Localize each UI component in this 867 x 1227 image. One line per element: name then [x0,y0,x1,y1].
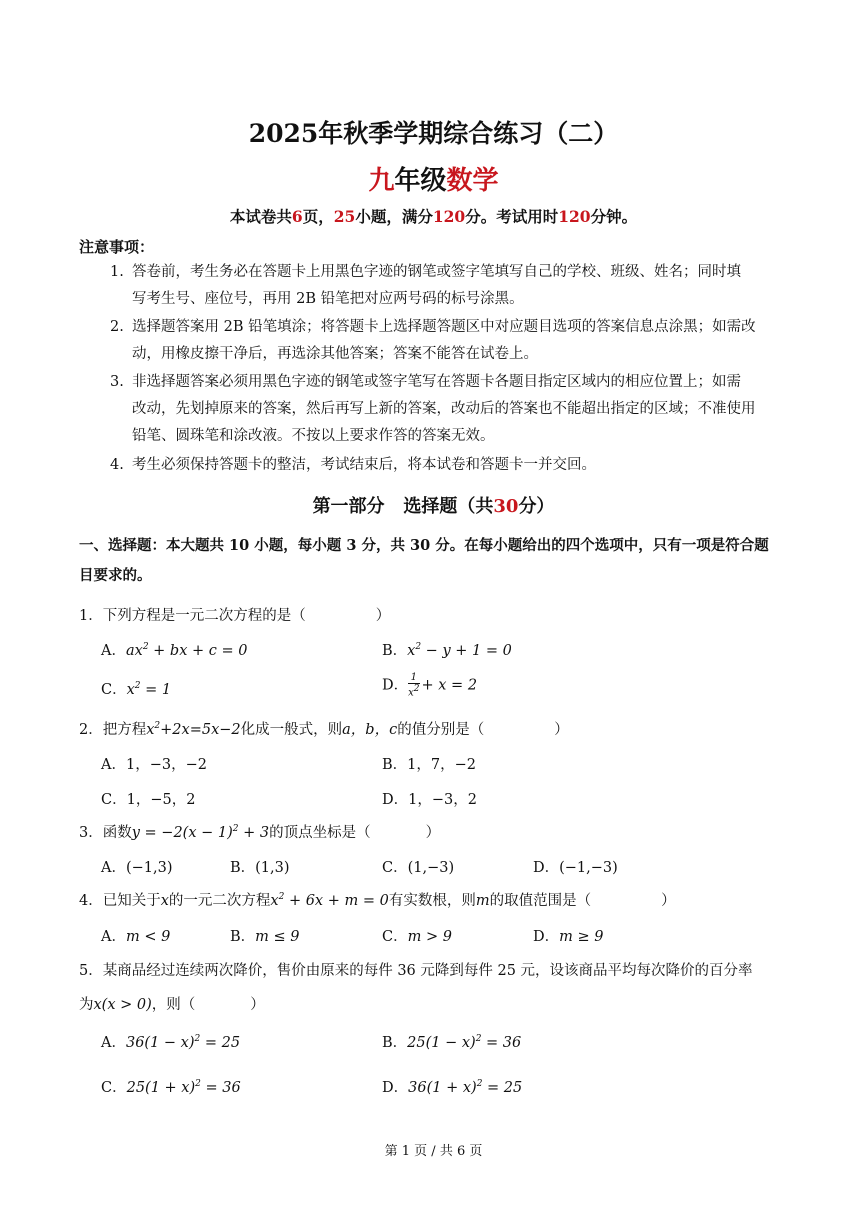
stem-text: 的值分别是（ [397,722,485,738]
notice-item [110,314,790,368]
part-points: 30 [493,496,519,517]
option-label: B． [230,929,256,945]
formula: m < 9 [125,929,171,945]
option-label: C． [101,1080,127,1096]
q2-option-b: B．1，7，−2 [382,757,476,773]
section-text: 目要求的。 [79,567,152,584]
stem-text: 3．函数 [79,825,132,841]
q3-option-a: A．(−1,3) [101,860,173,876]
option-label: B． [382,1035,408,1051]
full-score: 120 [432,207,466,226]
subject-label: 数学 [446,166,499,196]
option-label: D． [533,929,560,945]
grade-subject-title [0,160,867,197]
question-count: 25 [333,207,356,226]
notice-text: 铅笔、圆珠笔和涂改液。不按以上要求作答的答案无效。 [132,428,495,444]
notice-num: 3. [110,374,124,390]
q5-option-a [101,1031,240,1052]
formula: $25(1 - x)^2 = 36$ [407,1034,522,1051]
option-label: D． [382,677,409,694]
notice-num: 2. [110,319,124,335]
stem-text: ） [375,608,391,624]
formula: $x^2+2x=5x-2$ [146,721,241,738]
page-count: 6 [291,207,303,226]
q4-option-b [230,925,300,946]
notice-text: 写考生号、座位号，再用 2B 铅笔把对应两号码的标号涂黑。 [132,291,524,307]
stem-text: ，则（ [151,997,196,1013]
q5-option-c [101,1076,241,1097]
section-text: 一、选择题：本大题共 10 小题，每小题 3 分，共 30 分。在每小题给出的四个选项中，只有一项是符合题 [79,537,769,554]
part-label: 第一部分 [312,496,385,517]
notice-item [110,452,790,479]
notice-text: 改动，先划掉原来的答案，然后再写上新的答案，改动后的答案也不能超出指定的区域；不准使用 [132,401,756,417]
part-label: 选择题（共 [403,496,494,517]
option-label: D． [382,1080,409,1096]
formula: + x = 2 [421,677,478,694]
option-label: C． [101,682,127,698]
notice-num: 4. [110,457,124,473]
stem-text: 的取值范围是（ [489,893,592,909]
q4-option-a [101,925,170,946]
formula: x [160,893,169,909]
formula: m ≤ 9 [255,929,300,945]
stem-line [79,993,753,1014]
intro-text: 分。考试用时 [465,207,559,226]
stem-text: ） [250,997,265,1013]
formula: m [475,893,490,909]
notice-num: 1. [110,264,124,280]
stem-text: 有实数根，则 [388,893,476,909]
q5-option-b [382,1031,521,1052]
question-1-stem [79,604,390,625]
formula: $25(1 + x)^2 = 36$ [126,1079,241,1096]
notice-text: 选择题答案用 2B 铅笔填涂；将答题卡上选择题答题区中对应题目选项的答案信息点涂黑；如需改 [132,319,756,335]
notice-text: 考生必须保持答题卡的整洁，考试结束后，将本试卷和答题卡一并交回。 [132,457,596,473]
question-2-stem [79,718,569,739]
option-label: C． [382,929,408,945]
intro-text: 页， [302,207,334,226]
q5-option-d [382,1076,522,1097]
question-5-stem [79,959,753,1014]
q1-option-d [382,673,477,698]
option-label: A． [101,1035,126,1051]
intro-text: 分钟。 [590,207,638,226]
part-label: 分） [518,496,555,517]
formula: $x^2 - y + 1 = 0$ [407,642,512,659]
section-instruction [79,531,789,591]
stem-text: 化成一般式，则 [240,722,343,738]
stem-text: 4．已知关于 [79,893,161,909]
exam-time: 120 [558,207,591,226]
notice-text: 非选择题答案必须用黑色字迹的钢笔或签字笔写在答题卡各题目指定区域内的相应位置上；如需 [132,374,741,390]
notice-text: 答卷前，考生务必在答题卡上用黑色字迹的钢笔或签字笔填写自己的学校、班级、姓名；同时填 [132,264,741,280]
formula: a，b，c [342,722,398,738]
grade-label: 年级 [394,166,447,196]
notice-item [110,369,790,450]
formula: m > 9 [407,929,452,945]
stem-text: 的一元二次方程 [168,893,271,909]
q1-option-c [101,678,171,699]
q2-option-c: C．1，−5，2 [101,792,196,808]
q1-option-b [382,639,512,660]
part-one-heading [0,492,867,518]
formula: $ax^2$ + bx + c = 0 [125,642,248,659]
page-title: 2025年秋季学期综合练习（二） [248,119,619,148]
notice-item [110,259,790,313]
option-label: A． [101,643,126,659]
q3-option-c: C．(1,−3) [382,860,455,876]
question-4-stem [79,889,676,910]
question-3-stem [79,821,440,842]
formula: $36(1 + x)^2 = 25$ [408,1079,523,1096]
notice-heading: 注意事项： [79,238,155,256]
formula: $y = -2(x - 1)^2 + 3$ [131,824,270,841]
stem-text: 为 [79,997,94,1013]
q2-option-d: D．1，−3，2 [382,792,477,808]
fraction: $\frac{1}{x^2}$ [408,672,420,699]
intro-text: 小题，满分 [355,207,433,226]
stem-text: ） [661,893,676,909]
exam-intro [0,205,867,227]
q4-option-d [533,925,603,946]
page-footer: 第 1 页 / 共 6 页 [384,1144,483,1159]
formula: x(x > 0) [93,997,152,1013]
notice-text: 动，用橡皮擦干净后，再选涂其他答案；答案不能答在试卷上。 [132,346,538,362]
stem-text: ） [425,825,441,841]
q3-option-b: B．(1,3) [230,860,290,876]
q2-option-a: A．1，−3，−2 [101,757,207,773]
grade-number: 九 [368,166,395,196]
q4-option-c [382,925,452,946]
formula: $x^2 + 6x + m = 0$ [270,892,389,909]
q1-option-a [101,639,247,660]
stem-text: 5．某商品经过连续两次降价，售价由原来的每件 36 元降到每件 25 元，设该商品平均每次降价的百分率 [79,963,753,979]
stem-text: 2．把方程 [79,722,147,738]
option-label: B． [382,643,408,659]
formula: m ≥ 9 [559,929,604,945]
intro-text: 本试卷共 [229,207,292,226]
option-label: A． [101,929,126,945]
stem-text: 1．下列方程是一元二次方程的是（ [79,608,306,624]
formula: $36(1 - x)^2 = 25$ [125,1034,241,1051]
stem-text: ） [554,722,569,738]
formula: $x^2 = 1$ [126,681,172,698]
stem-text: 的顶点坐标是（ [269,825,371,841]
q3-option-d: D．(−1,−3) [533,860,618,876]
